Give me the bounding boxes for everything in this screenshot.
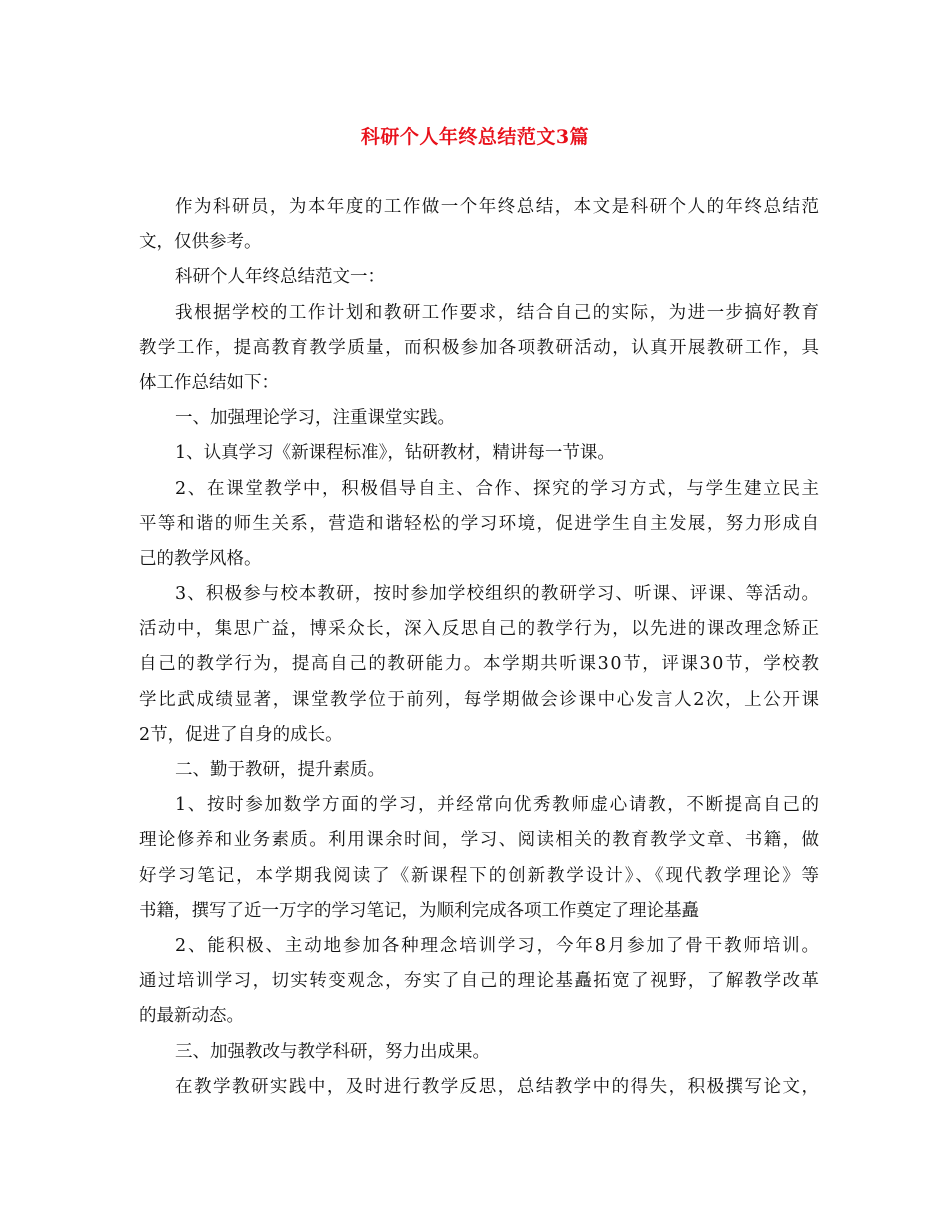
text-line: 1、按时参加数学方面的学习，并经常向优秀教师虚心请教，不断提高自己的 [175, 795, 821, 816]
text-line: 2、能积极、主动地参加各种理念培训学习，今年8月参加了骨干教师培训。 [175, 935, 821, 956]
text-line: 学比武成绩显著，课堂教学位于前列，每学期做会诊课中心发言人2次，上公开课 [139, 689, 821, 710]
text-line: 在教学教研实践中，及时进行教学反思，总结教学中的得失，积极撰写论文， [175, 1076, 821, 1097]
text-line: 我根据学校的工作计划和教研工作要求，结合自己的实际，为进一步搞好教育 [175, 302, 821, 323]
text-line: 三、加强教改与教学科研，努力出成果。 [175, 1041, 490, 1062]
document-body [139, 190, 819, 1105]
text-line: 活动中，集思广益，博采众长，深入反思自己的教学行为，以先进的课改理念矫正 [139, 619, 821, 640]
text-line: 体工作总结如下： [139, 372, 279, 393]
text-line: 好学习笔记，本学期我阅读了《新课程下的创新教学设计》、《现代教学理论》等 [139, 865, 821, 886]
text-line: 作为科研员，为本年度的工作做一个年终总结，本文是科研个人的年终总结范 [175, 197, 821, 217]
text-line: 教学工作，提高教育教学质量，而积极参加各项教研活动，认真开展教研工作，具 [139, 337, 821, 358]
text-line: 二、勤于教研，提升素质。 [175, 760, 385, 780]
text-line: 2节，促进了自身的成长。 [139, 724, 343, 745]
text-line: 2、在课堂教学中，积极倡导自主、合作、探究的学习方式，与学生建立民主 [175, 478, 821, 499]
text-line: 理论修养和业务素质。利用课余时间，学习、阅读相关的教育教学文章、书籍，做 [139, 830, 821, 851]
text-line: 自己的教学行为，提高自己的教研能力。本学期共听课30节，评课30节，学校教 [139, 654, 821, 675]
text-line: 己的教学风格。 [139, 548, 262, 569]
text-line: 1、认真学习《新课程标准》，钻研教材，精讲每一节课。 [175, 443, 615, 464]
text-line: 文，仅供参考。 [139, 232, 262, 253]
text-line: 通过培训学习，切实转变观念，夯实了自己的理论基矗拓宽了视野，了解教学改革 [139, 971, 821, 992]
text-line: 书籍，撰写了近一万字的学习笔记，为顺利完成各项工作奠定了理论基矗 [139, 900, 699, 921]
text-line: 的最新动态。 [139, 1006, 244, 1027]
text-line: 一、加强理论学习，注重课堂实践。 [175, 408, 455, 429]
text-line: 科研个人年终总结范文一： [175, 267, 385, 288]
text-line: 平等和谐的师生关系，营造和谐轻松的学习环境，促进学生自主发展，努力形成自 [139, 513, 821, 534]
text-line: 3、积极参与校本教研，按时参加学校组织的教研学习、听课、评课、等活动。 [175, 584, 821, 605]
document-title: 科研个人年终总结范文3篇 [360, 126, 590, 148]
